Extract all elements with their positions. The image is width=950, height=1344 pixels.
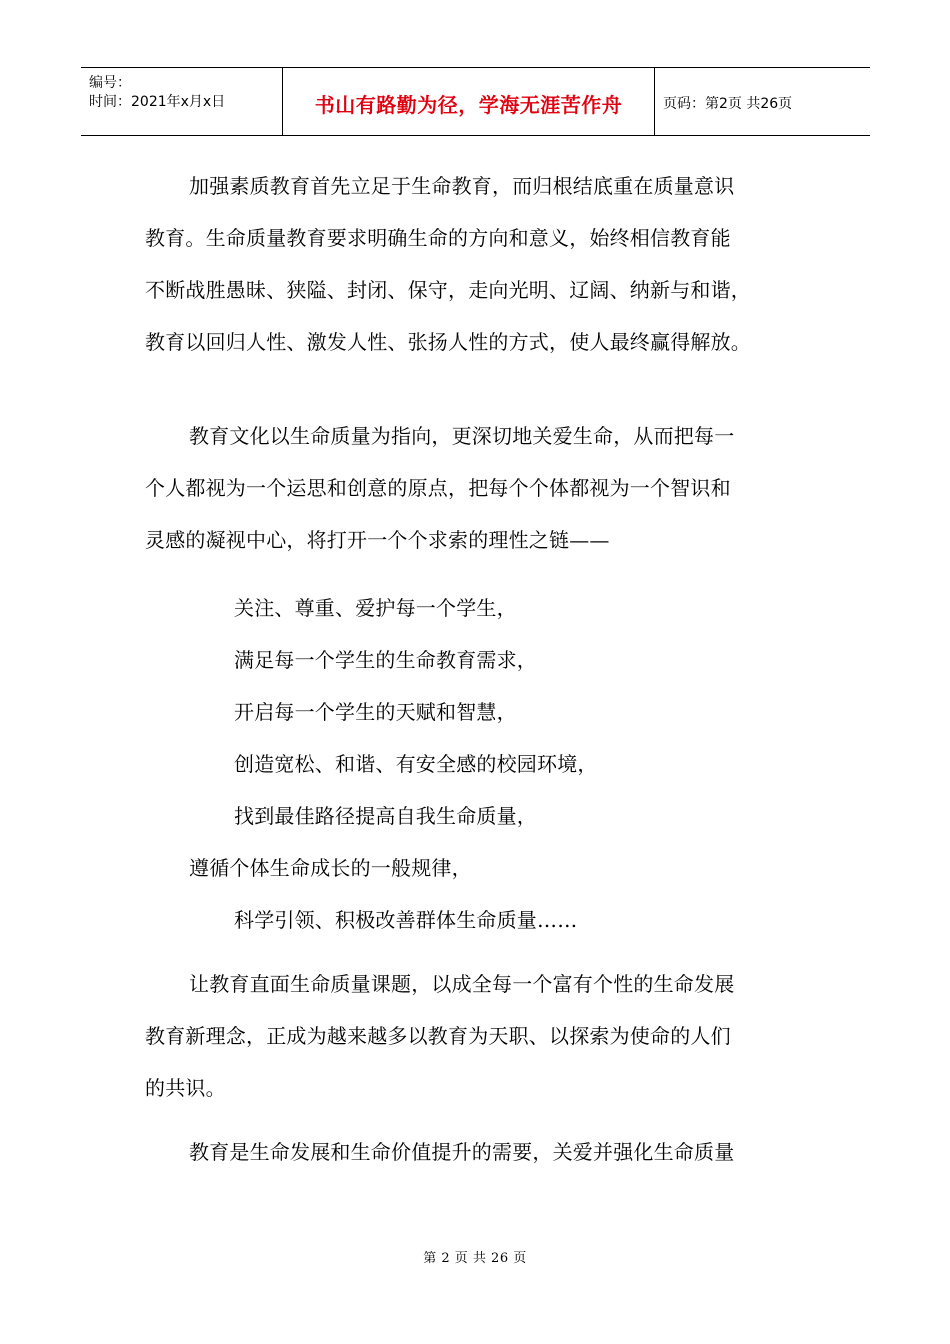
list-item: 满足每一个学生的生命教育需求，: [234, 648, 537, 672]
motto-text: 书山有路勤为径，学海无涯苦作舟: [314, 92, 623, 117]
text-line: 教育文化以生命质量为指向，更深切地关爱生命，从而把每一: [189, 424, 735, 448]
text-line: 让教育直面生命质量课题，以成全每一个富有个性的生命发展: [189, 972, 735, 996]
text-line: 教育是生命发展和生命价值提升的需要，关爱并强化生命质量: [189, 1140, 735, 1164]
list-item: 关注、尊重、爱护每一个学生，: [234, 596, 517, 620]
document-body: [145, 160, 805, 1178]
paragraph-2: [145, 410, 805, 566]
list-item: 遵循个体生命成长的一般规律，: [189, 856, 472, 880]
header-meta-cell: [81, 68, 283, 135]
paragraph-3: [145, 958, 805, 1114]
text-line: 教育。生命质量教育要求明确生命的方向和意义，始终相信教育能: [145, 226, 731, 250]
time-label: 时间：2021年x月x日: [89, 94, 226, 110]
text-line: 加强素质教育首先立足于生命教育，而归根结底重在质量意识: [189, 174, 735, 198]
paragraph-1: [145, 160, 805, 368]
list-item: 开启每一个学生的天赋和智慧，: [234, 700, 517, 724]
paragraph-spacer: [145, 566, 805, 582]
text-line: 个人都视为一个运思和创意的原点，把每个个体都视为一个智识和: [145, 476, 731, 500]
text-line: 教育以回归人性、激发人性、张扬人性的方式，使人最终赢得解放。: [145, 330, 751, 354]
text-line: 不断战胜愚昧、狭隘、封闭、保守，走向光明、辽阔、纳新与和谐，: [145, 278, 751, 302]
page-info: 页码：第2页 共26页: [663, 96, 793, 112]
text-line: 的共识。: [145, 1076, 226, 1100]
text-line: 灵感的凝视中心，将打开一个个求索的理性之链——: [145, 528, 610, 552]
text-line: 教育新理念，正成为越来越多以教育为天职、以探索为使命的人们: [145, 1024, 731, 1048]
value-list: [145, 582, 805, 946]
list-item: 找到最佳路径提高自我生命质量，: [234, 804, 537, 828]
header-motto-cell: [283, 68, 655, 135]
list-item: 科学引领、积极改善群体生命质量……: [234, 908, 578, 932]
paragraph-4: [145, 1126, 805, 1178]
paragraph-spacer: [145, 1114, 805, 1126]
list-item: 创造宽松、和谐、有安全感的校园环境，: [234, 752, 598, 776]
page-header: [81, 67, 870, 136]
page-footer: 第 2 页 共 26 页: [423, 1251, 527, 1266]
number-label: 编号：: [89, 75, 131, 91]
paragraph-spacer: [145, 946, 805, 958]
header-page-cell: [655, 68, 870, 135]
paragraph-spacer: [145, 368, 805, 410]
